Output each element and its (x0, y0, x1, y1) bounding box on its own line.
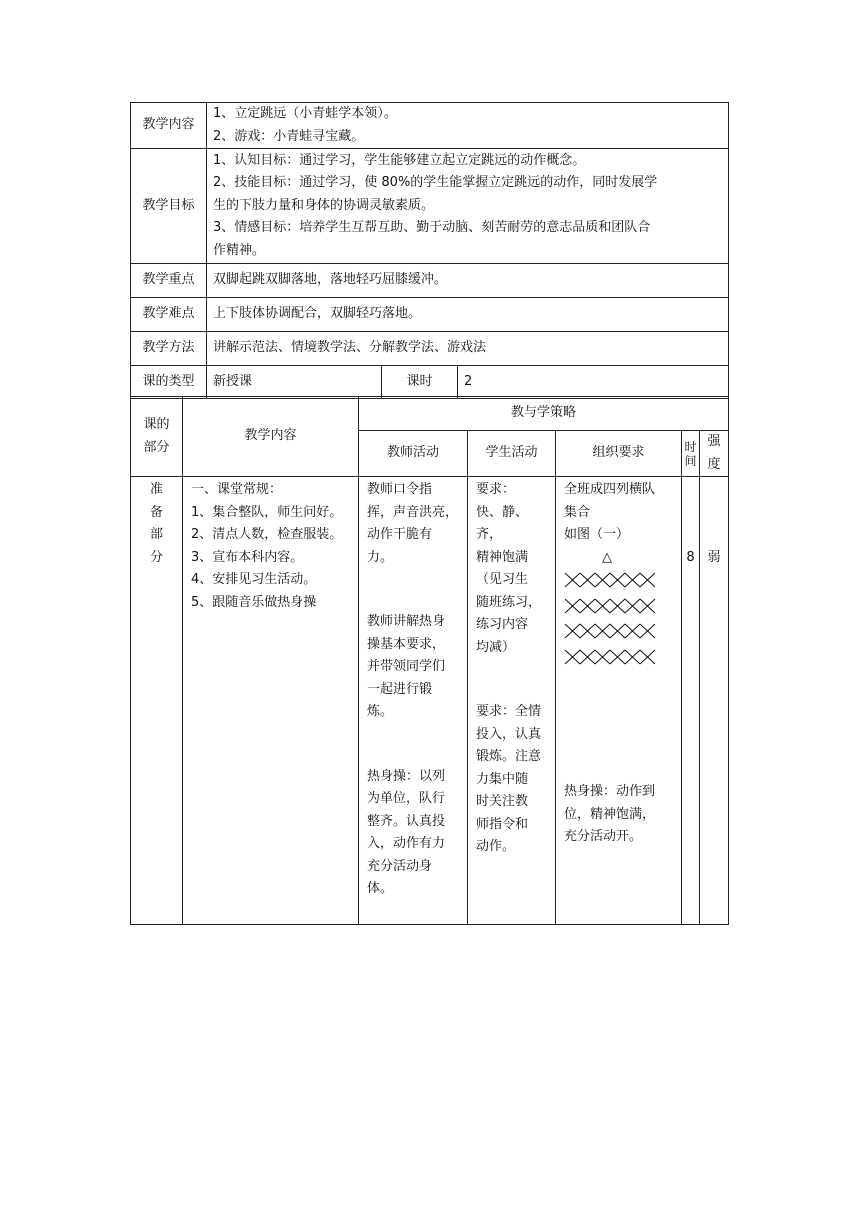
content-item: 5、跟随音乐做热身操 (191, 594, 317, 610)
teacher-line: 一起进行锻 (367, 681, 433, 697)
teacher-line: 整齐。认真投 (367, 813, 446, 829)
student-x-mark (640, 624, 655, 638)
teacher-line: 充分活动身 (367, 858, 433, 874)
formation-row (564, 572, 679, 595)
objective-line: 作精神。 (213, 242, 266, 258)
student-x-mark (580, 573, 595, 587)
content-item: 4、安排见习生活动。 (191, 572, 317, 587)
content-item: 3、宣布本科内容。 (191, 549, 304, 565)
teacher-line: 操基本要求， (367, 636, 446, 652)
objectives-value (207, 149, 729, 264)
student-line: 要求： (476, 482, 516, 497)
student-line: 力集中随 (476, 771, 529, 787)
key-point-label: 教学重点 (131, 264, 207, 298)
methods-row (131, 332, 729, 366)
student-x-mark (565, 599, 580, 613)
methods-label: 教学方法 (131, 332, 207, 366)
content-line: 1、立定跳远（小青蛙学本领）。 (213, 106, 397, 121)
organization-line: 全班成四列横队 (564, 482, 656, 497)
organization-header: 组织要求 (556, 431, 682, 477)
content-value (207, 103, 729, 149)
student-line: 均减） (476, 639, 516, 655)
student-x-mark (625, 599, 640, 613)
intensity-cell: 弱 (700, 477, 729, 925)
time-header (682, 431, 700, 477)
student-x-mark (580, 650, 595, 664)
part-char: 备 (149, 504, 163, 520)
teacher-line: 为单位，队行 (367, 791, 446, 806)
lesson-type-label: 课的类型 (131, 366, 207, 399)
student-line: 投入，认真 (476, 726, 542, 742)
student-cell (468, 477, 556, 925)
student-x-mark (595, 650, 610, 664)
student-line: 快、静、齐， (476, 504, 529, 542)
difficulty-label: 教学难点 (131, 298, 207, 332)
time-cell: 8 (682, 477, 700, 925)
part-cell (131, 477, 183, 925)
student-line: 动作。 (476, 839, 516, 854)
teacher-line: 热身操：以列 (367, 768, 446, 784)
teacher-line: 教师讲解热身 (367, 614, 446, 629)
hours-value: 2 (458, 366, 729, 399)
student-x-mark (610, 599, 625, 613)
teacher-line: 并带领同学们 (367, 659, 446, 674)
student-x-mark (640, 573, 655, 587)
content-item: 一、课堂常规： (191, 482, 283, 497)
content-header: 教学内容 (183, 397, 359, 477)
objectives-row (131, 149, 729, 264)
time-header-line: 间 (684, 453, 697, 468)
time-header-line: 时 (684, 439, 697, 454)
student-header: 学生活动 (468, 431, 556, 477)
content-label: 教学内容 (131, 103, 207, 149)
difficulty-value: 上下肢体协调配合，双脚轻巧落地。 (207, 298, 729, 332)
formation-row (564, 598, 679, 621)
part-char: 准 (149, 482, 163, 497)
hours-label: 课时 (382, 366, 458, 399)
student-x-mark (595, 573, 610, 587)
content-row (131, 103, 729, 149)
organization-line: 热身操：动作到 (564, 784, 656, 799)
student-x-mark (565, 573, 580, 587)
objective-line: 2、技能目标：通过学习，使 80%的学生能掌握立定跳远的动作，同时发展学 (213, 175, 658, 191)
content-item: 2、清点人数，检查服装。 (191, 527, 343, 542)
teacher-line: 力。 (367, 549, 394, 565)
part-header (131, 397, 183, 477)
student-x-mark (610, 573, 625, 587)
student-line: 随班练习， (476, 594, 542, 610)
student-x-mark (580, 599, 595, 613)
student-x-mark (640, 650, 655, 664)
key-point-value: 双脚起跳双脚落地，落地轻巧屈膝缓冲。 (207, 264, 729, 298)
student-x-mark (565, 650, 580, 664)
objective-line: 1、认知目标：通过学习，学生能够建立起立定跳远的动作概念。 (213, 152, 586, 168)
student-x-mark (580, 624, 595, 638)
difficulty-row (131, 298, 729, 332)
objective-line: 3、情感目标：培养学生互帮互助、勤于动脑、刻苦耐劳的意志品质和团队合 (213, 220, 651, 236)
part-header-line: 课的 (143, 417, 170, 432)
content-cell (183, 477, 359, 925)
teacher-header: 教师活动 (359, 431, 468, 477)
intensity-header-line: 强 (707, 434, 721, 449)
student-x-mark (595, 624, 610, 638)
student-formation-diagram (564, 572, 679, 671)
teacher-line: 体。 (367, 881, 394, 896)
teacher-position-icon: △ (602, 549, 612, 565)
student-x-mark (625, 624, 640, 638)
lesson-info-table (130, 102, 729, 399)
student-line: 师指令和 (476, 816, 529, 832)
student-line: 时关注教 (476, 794, 529, 809)
teacher-line: 动作干脆有 (367, 527, 433, 542)
student-line: 精神饱满 (476, 549, 529, 565)
part-char: 分 (149, 549, 163, 565)
objective-line: 生的下肢力量和身体的协调灵敏素质。 (213, 197, 435, 213)
lesson-plan-table (130, 396, 729, 925)
formation-row (564, 649, 679, 672)
preparation-row (131, 477, 729, 925)
student-line: （见习生 (476, 572, 529, 587)
student-x-mark (610, 624, 625, 638)
student-line: 练习内容 (476, 617, 529, 632)
student-line: 要求：全情 (476, 704, 542, 719)
strategy-header: 教与学策略 (359, 397, 729, 431)
lesson-type-row (131, 366, 729, 399)
intensity-header (700, 431, 729, 477)
student-x-mark (610, 650, 625, 664)
lesson-type-value: 新授课 (207, 366, 382, 399)
content-item: 1、集合整队，师生问好。 (191, 504, 343, 520)
teacher-line: 挥，声音洪亮， (367, 504, 459, 520)
student-x-mark (625, 573, 640, 587)
organization-cell (556, 477, 682, 925)
methods-value: 讲解示范法、情境教学法、分解教学法、游戏法 (207, 332, 729, 366)
teacher-cell (359, 477, 468, 925)
teacher-line: 炼。 (367, 704, 394, 719)
student-line: 锻炼。注意 (476, 749, 542, 764)
content-line: 2、游戏：小青蛙寻宝藏。 (213, 128, 365, 144)
formation-row (564, 623, 679, 646)
organization-line: 位，精神饱满， (564, 806, 656, 822)
teacher-line: 入，动作有力 (367, 836, 446, 851)
intensity-header-line: 度 (707, 456, 721, 472)
organization-line: 如图（一） (564, 527, 630, 542)
key-point-row (131, 264, 729, 298)
student-x-mark (565, 624, 580, 638)
organization-line: 集合 (564, 504, 591, 520)
teacher-line: 教师口令指 (367, 482, 433, 497)
part-header-line: 部分 (143, 439, 170, 455)
part-char: 部 (149, 527, 163, 542)
student-x-mark (625, 650, 640, 664)
student-x-mark (595, 599, 610, 613)
objectives-label: 教学目标 (131, 149, 207, 264)
organization-line: 充分活动开。 (564, 829, 643, 844)
header-row-1 (131, 397, 729, 431)
student-x-mark (640, 599, 655, 613)
